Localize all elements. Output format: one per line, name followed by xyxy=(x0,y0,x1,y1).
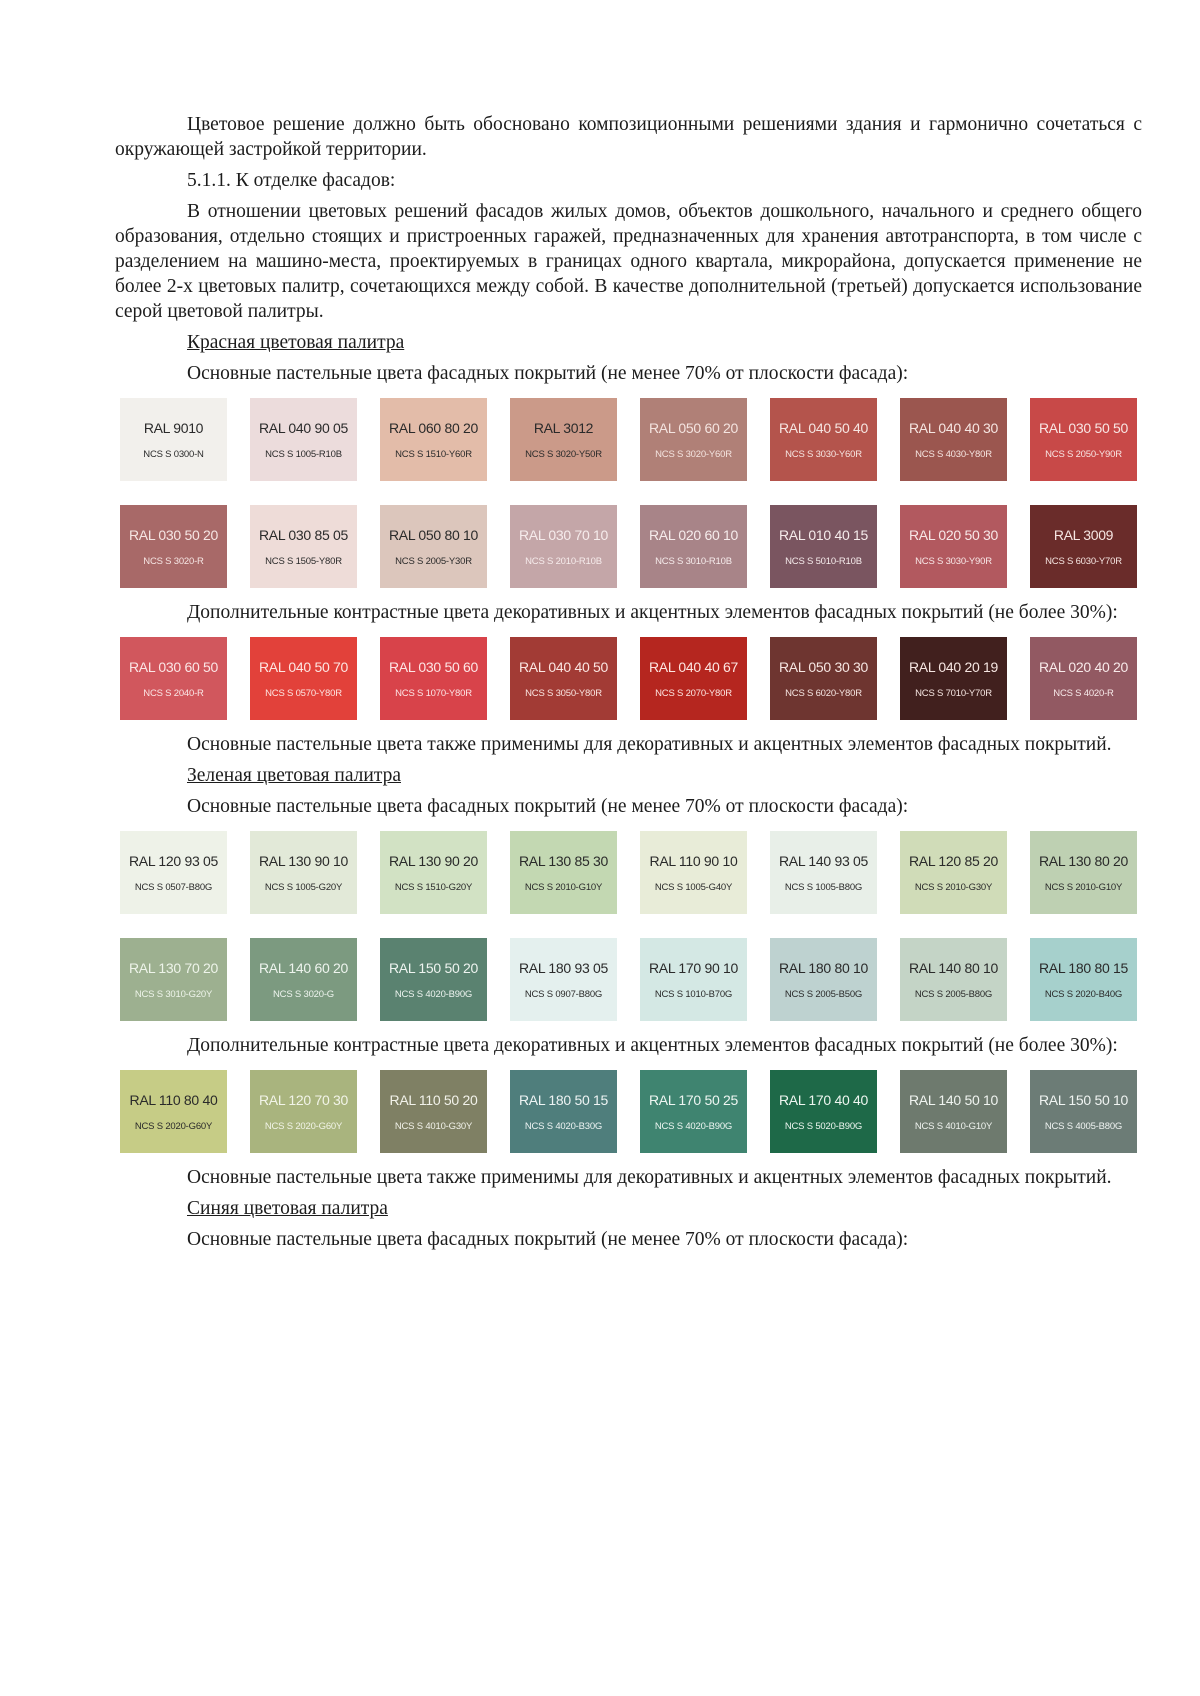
color-swatch xyxy=(640,831,747,914)
color-swatch xyxy=(510,938,617,1021)
ral-code: RAL 030 85 05 xyxy=(259,526,348,543)
ral-code: RAL 020 40 20 xyxy=(1039,658,1128,675)
color-swatch xyxy=(640,398,747,481)
ral-code: RAL 180 80 10 xyxy=(779,959,868,976)
color-swatch xyxy=(770,398,877,481)
ral-code: RAL 030 50 20 xyxy=(129,526,218,543)
red-main-swatch-grid xyxy=(120,398,1137,588)
ncs-code: NCS S 3010-G20Y xyxy=(134,988,213,1000)
color-swatch xyxy=(770,505,877,588)
ral-code: RAL 140 60 20 xyxy=(259,959,348,976)
ral-code: RAL 040 40 30 xyxy=(909,419,998,436)
ral-code: RAL 110 90 10 xyxy=(649,852,738,869)
ncs-code: NCS S 2020-G60Y xyxy=(264,1120,343,1132)
ncs-code: NCS S 3020-Y60R xyxy=(655,448,732,460)
color-swatch xyxy=(250,637,357,720)
ral-code: RAL 040 50 70 xyxy=(259,658,348,675)
ral-code: RAL 020 50 30 xyxy=(909,526,998,543)
ral-code: RAL 110 50 20 xyxy=(389,1091,478,1108)
color-swatch xyxy=(900,938,1007,1021)
ncs-code: NCS S 3020-R xyxy=(143,555,204,567)
green-palette-title: Зеленая цветовая палитра xyxy=(187,765,401,786)
color-swatch xyxy=(510,505,617,588)
ral-code: RAL 170 40 40 xyxy=(779,1091,868,1108)
ral-code: RAL 150 50 20 xyxy=(389,959,478,976)
intro-paragraph: Цветовое решение должно быть обосновано композиционными решениями здания и гармонично сочетаться с окружающей застройкой территории. xyxy=(115,114,1142,160)
ncs-code: NCS S 5010-R10B xyxy=(785,555,862,567)
ncs-code: NCS S 3020-G xyxy=(273,988,334,1000)
color-swatch xyxy=(250,938,357,1021)
ral-code: RAL 170 90 10 xyxy=(649,959,738,976)
ncs-code: NCS S 1005-B80G xyxy=(784,881,863,893)
green-palette-note: Основные пастельные цвета также применимы для декоративных и акцентных элементов фасадных покрытий. xyxy=(187,1167,1112,1188)
ral-code: RAL 130 80 20 xyxy=(1039,852,1128,869)
section-heading: 5.1.1. К отделке фасадов: xyxy=(187,170,396,191)
ncs-code: NCS S 2005-Y30R xyxy=(395,555,472,567)
ncs-code: NCS S 6030-Y70R xyxy=(1045,555,1122,567)
ral-code: RAL 040 50 40 xyxy=(779,419,868,436)
ral-code: RAL 150 50 10 xyxy=(1039,1091,1128,1108)
ral-code: RAL 010 40 15 xyxy=(779,526,868,543)
ral-code: RAL 050 60 20 xyxy=(649,419,738,436)
ral-code: RAL 180 80 15 xyxy=(1039,959,1128,976)
red-accent-caption: Дополнительные контрастные цвета декоративных и акцентных элементов фасадных покрытий (не более 30%): xyxy=(187,602,1118,623)
ral-code: RAL 030 50 50 xyxy=(1039,419,1128,436)
ncs-code: NCS S 2010-G10Y xyxy=(524,881,603,893)
red-main-caption: Основные пастельные цвета фасадных покрытий (не менее 70% от плоскости фасада): xyxy=(187,363,909,384)
section-paragraph: В отношении цветовых решений фасадов жилых домов, объектов дошкольного, начального и среднего общего образования, отдельно стоящих и пристроенных гаражей, предназначенных для хранения автотранспорта, в том числе с разделением на машино-места, проектируемых в границах одного квартала, микрорайона, допускается применение не более 2-х цветовых палитр, сочетающихся между собой. В качестве дополнительной (третьей) допускается использование серой цветовой палитры. xyxy=(115,201,1142,322)
ncs-code: NCS S 0907-B80G xyxy=(524,988,603,1000)
color-swatch xyxy=(380,637,487,720)
color-swatch xyxy=(380,1070,487,1153)
color-swatch xyxy=(900,505,1007,588)
color-swatch xyxy=(900,831,1007,914)
color-swatch xyxy=(510,831,617,914)
ral-code: RAL 170 50 25 xyxy=(649,1091,738,1108)
ncs-code: NCS S 1010-B70G xyxy=(654,988,733,1000)
ncs-code: NCS S 1005-R10B xyxy=(265,448,342,460)
green-main-caption: Основные пастельные цвета фасадных покрытий (не менее 70% от плоскости фасада): xyxy=(187,796,909,817)
color-swatch xyxy=(1030,505,1137,588)
ncs-code: NCS S 4005-B80G xyxy=(1044,1120,1123,1132)
ral-code: RAL 140 93 05 xyxy=(779,852,868,869)
color-swatch xyxy=(120,938,227,1021)
ral-code: RAL 130 70 20 xyxy=(129,959,218,976)
ncs-code: NCS S 2010-G30Y xyxy=(914,881,993,893)
color-swatch xyxy=(120,505,227,588)
color-swatch xyxy=(900,398,1007,481)
ral-code: RAL 030 50 60 xyxy=(389,658,478,675)
ncs-code: NCS S 2070-Y80R xyxy=(655,687,732,699)
ral-code: RAL 110 80 40 xyxy=(129,1091,218,1108)
green-accent-caption: Дополнительные контрастные цвета декоративных и акцентных элементов фасадных покрытий (не более 30%): xyxy=(187,1035,1118,1056)
ncs-code: NCS S 4020-B30G xyxy=(524,1120,603,1132)
red-accent-swatch-grid xyxy=(120,637,1137,720)
ncs-code: NCS S 1510-G20Y xyxy=(394,881,473,893)
ncs-code: NCS S 3020-Y50R xyxy=(525,448,602,460)
ncs-code: NCS S 3050-Y80R xyxy=(525,687,602,699)
ral-code: RAL 040 40 50 xyxy=(519,658,608,675)
color-swatch xyxy=(1030,1070,1137,1153)
ncs-code: NCS S 6020-Y80R xyxy=(785,687,862,699)
document-body xyxy=(115,112,1142,1252)
color-swatch xyxy=(1030,637,1137,720)
ncs-code: NCS S 2050-Y90R xyxy=(1045,448,1122,460)
ncs-code: NCS S 1005-G40Y xyxy=(654,881,733,893)
ncs-code: NCS S 0570-Y80R xyxy=(265,687,342,699)
ral-code: RAL 130 90 10 xyxy=(259,852,348,869)
ncs-code: NCS S 1070-Y80R xyxy=(395,687,472,699)
ral-code: RAL 020 60 10 xyxy=(649,526,738,543)
ncs-code: NCS S 4030-Y80R xyxy=(915,448,992,460)
ral-code: RAL 030 60 50 xyxy=(129,658,218,675)
color-swatch xyxy=(1030,831,1137,914)
ral-code: RAL 120 93 05 xyxy=(129,852,218,869)
color-swatch xyxy=(640,505,747,588)
ncs-code: NCS S 1505-Y80R xyxy=(265,555,342,567)
ral-code: RAL 3012 xyxy=(533,419,594,436)
color-swatch xyxy=(1030,398,1137,481)
ncs-code: NCS S 2020-G60Y xyxy=(134,1120,213,1132)
color-swatch xyxy=(250,1070,357,1153)
ral-code: RAL 180 50 15 xyxy=(519,1091,608,1108)
ral-code: RAL 060 80 20 xyxy=(389,419,478,436)
color-swatch xyxy=(120,398,227,481)
color-swatch xyxy=(770,1070,877,1153)
color-swatch xyxy=(900,637,1007,720)
ncs-code: NCS S 3010-R10B xyxy=(655,555,732,567)
color-swatch xyxy=(120,637,227,720)
ral-code: RAL 040 40 67 xyxy=(649,658,738,675)
color-swatch xyxy=(510,398,617,481)
ral-code: RAL 140 80 10 xyxy=(909,959,998,976)
color-swatch xyxy=(380,505,487,588)
ncs-code: NCS S 2005-B80G xyxy=(914,988,993,1000)
ral-code: RAL 030 70 10 xyxy=(519,526,608,543)
color-swatch xyxy=(120,831,227,914)
ncs-code: NCS S 4010-G10Y xyxy=(914,1120,993,1132)
color-swatch xyxy=(380,831,487,914)
ncs-code: NCS S 2005-B50G xyxy=(784,988,863,1000)
green-main-swatch-grid xyxy=(120,831,1137,1021)
ncs-code: NCS S 0507-B80G xyxy=(134,881,213,893)
color-swatch xyxy=(640,1070,747,1153)
ral-code: RAL 050 80 10 xyxy=(389,526,478,543)
ncs-code: NCS S 4010-G30Y xyxy=(394,1120,473,1132)
blue-main-caption: Основные пастельные цвета фасадных покрытий (не менее 70% от плоскости фасада): xyxy=(187,1229,909,1250)
color-swatch xyxy=(380,398,487,481)
ncs-code: NCS S 3030-Y60R xyxy=(785,448,862,460)
ral-code: RAL 130 90 20 xyxy=(389,852,478,869)
ncs-code: NCS S 7010-Y70R xyxy=(915,687,992,699)
ncs-code: NCS S 2020-B40G xyxy=(1044,988,1123,1000)
color-swatch xyxy=(510,1070,617,1153)
blue-palette-title: Синяя цветовая палитра xyxy=(187,1198,388,1219)
ncs-code: NCS S 2010-G10Y xyxy=(1044,881,1123,893)
color-swatch xyxy=(250,831,357,914)
ncs-code: NCS S 3030-Y90R xyxy=(915,555,992,567)
ncs-code: NCS S 4020-R xyxy=(1053,687,1114,699)
ncs-code: NCS S 5020-B90G xyxy=(784,1120,863,1132)
ral-code: RAL 120 70 30 xyxy=(259,1091,348,1108)
ncs-code: NCS S 4020-B90G xyxy=(394,988,473,1000)
color-swatch xyxy=(120,1070,227,1153)
color-swatch xyxy=(900,1070,1007,1153)
ral-code: RAL 140 50 10 xyxy=(909,1091,998,1108)
ncs-code: NCS S 0300-N xyxy=(143,448,204,460)
color-swatch xyxy=(640,938,747,1021)
green-accent-swatch-grid xyxy=(120,1070,1137,1153)
red-palette-title: Красная цветовая палитра xyxy=(187,332,405,353)
ral-code: RAL 180 93 05 xyxy=(519,959,608,976)
ral-code: RAL 3009 xyxy=(1053,526,1114,543)
red-palette-note: Основные пастельные цвета также применимы для декоративных и акцентных элементов фасадных покрытий. xyxy=(187,734,1112,755)
ncs-code: NCS S 2040-R xyxy=(143,687,204,699)
ncs-code: NCS S 1005-G20Y xyxy=(264,881,343,893)
color-swatch xyxy=(250,398,357,481)
color-swatch xyxy=(770,637,877,720)
color-swatch xyxy=(1030,938,1137,1021)
ral-code: RAL 9010 xyxy=(143,419,204,436)
ral-code: RAL 130 85 30 xyxy=(519,852,608,869)
color-swatch xyxy=(770,831,877,914)
ral-code: RAL 050 30 30 xyxy=(779,658,868,675)
color-swatch xyxy=(770,938,877,1021)
color-swatch xyxy=(640,637,747,720)
ncs-code: NCS S 4020-B90G xyxy=(654,1120,733,1132)
ncs-code: NCS S 2010-R10B xyxy=(525,555,602,567)
ral-code: RAL 120 85 20 xyxy=(909,852,998,869)
color-swatch xyxy=(250,505,357,588)
ral-code: RAL 040 20 19 xyxy=(909,658,998,675)
color-swatch xyxy=(510,637,617,720)
ncs-code: NCS S 1510-Y60R xyxy=(395,448,472,460)
color-swatch xyxy=(380,938,487,1021)
ral-code: RAL 040 90 05 xyxy=(259,419,348,436)
